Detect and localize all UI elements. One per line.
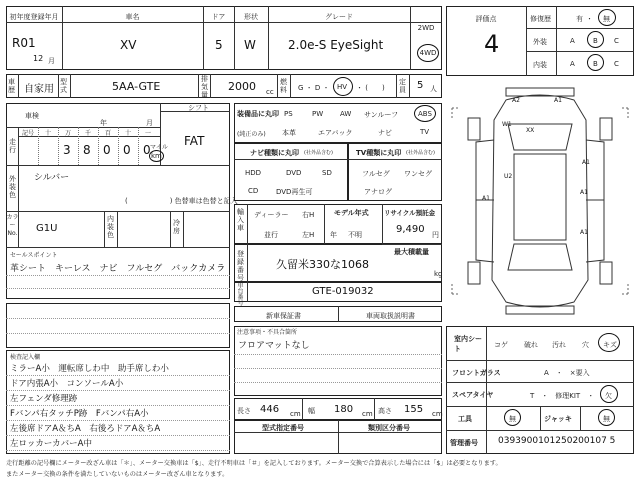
mileage-unit: 百 [104,130,111,137]
repair-label: 修復歴 [530,15,551,23]
mark-a1-rear: A1 [580,229,588,236]
mark-w1: W1 [502,121,512,128]
divider [446,430,634,431]
reg-year-value: R01 [12,36,36,50]
equip-sunroof: サンルーフ [364,111,399,119]
reg-month-value: 12 [33,54,44,63]
mark-a1-front: A1 [554,97,562,104]
inspection-note-line: ドア内張A小 コンソールA小 [10,379,124,389]
fuel-selected: HV [337,83,348,91]
jack-none: 無 [603,415,610,423]
sales-points-label: セールスポイント [10,252,58,259]
model-label: 車名 [125,13,140,21]
import-right-h: 右H [302,211,315,219]
exterior-color-label: 外装色 [9,175,16,199]
divider [6,420,230,421]
seat-label: 室内シート [454,335,482,353]
inspection-note-line: Fバンパ右タッチP跡 Fバンパ右A小 [10,409,149,419]
divider [183,211,184,247]
navi-title-note: (社外品含む) [304,150,333,156]
divider [410,6,411,70]
mileage-unit: 記号 [21,130,34,137]
divider [580,406,581,430]
control-number: 0393900101250200107 5 [498,436,616,446]
inspection-note-line: 左ロッカーカバーA中 [10,439,92,449]
model-code: 5AA-GTE [112,80,161,93]
divider [38,127,39,165]
repair-yes: 有 [576,15,583,23]
divider [446,382,634,383]
shift-label: シフト [188,104,209,112]
int-b: B [593,60,598,68]
mark-a2-front: A2 [512,97,520,104]
seat-scratch: キズ [603,341,617,349]
divider [247,282,248,302]
import-dealer: ディーラー [254,211,289,219]
windshield-options: A ・ ×要入 [544,369,590,377]
equip-tv: TV [420,128,430,136]
car-history-label: 車歴 [8,78,15,94]
interior-color-label: 内装色 [107,215,114,239]
chassis-label: 車台番号 [237,282,244,307]
doors-value: 5 [215,38,223,52]
divider [6,22,442,23]
control-label: 管理番号 [450,439,478,447]
navi-dvd-play: DVD再生可 [276,188,313,196]
shape-value: W [244,38,256,52]
footer-line1: 走行距離の記号欄にメーター改ざん車は「＊」、メーター交換車は「$」、走行不明車は「＃」を記入しております。メーター交換で合算表示した場合には「$」は必要となります。 [6,460,502,467]
model-year-unit: 年 [330,231,337,239]
mileage-digit: 8 [83,143,91,157]
divider [98,127,99,165]
month-unit: 月 [48,57,55,65]
spare-label: スペアタイヤ [452,391,494,399]
kg-unit: kg [434,270,443,278]
shift-value: FAT [184,134,205,148]
ext-a: A [570,37,575,45]
divider [70,74,71,98]
max-load-label: 最大積載量 [394,248,429,256]
divider [160,111,230,112]
capacity-value: 5 [417,80,424,91]
tools-none: 無 [509,415,516,423]
color-no-value: G1U [36,223,58,234]
divider [526,51,634,52]
divider [6,247,230,248]
divider [540,406,541,430]
reg-year-label: 初年度登録年月 [9,13,59,21]
type-label: 型式 [60,78,67,94]
capacity-unit: 人 [430,85,437,93]
ext-c: C [614,37,619,45]
equip-ps: PS [284,110,293,118]
fuel-label: 燃料 [280,78,287,94]
width-cm: cm [362,410,373,418]
capacity-label: 定員 [399,78,406,94]
blank-area [6,303,230,348]
inspection-note-line: 左フェンダ修理跡 [10,394,78,404]
equip-pw: PW [312,110,324,118]
displacement-value: 2000 [228,80,256,93]
divider [338,306,339,322]
import-left-h: 左H [302,231,315,239]
fuel-options: G ・ D ・ [298,84,330,92]
divider [302,398,303,420]
divider [526,6,527,76]
unit-mile: マイル [150,144,168,151]
import-parallel: 並行 [264,231,278,239]
import-label: 輸入車 [237,208,244,232]
car-damage-diagram [446,80,634,322]
sales-points-text: 革シート キーレス ナビ フルセグ バックカメラ [10,264,226,274]
grade-value: 2.0e-S EyeSight [288,38,384,52]
navi-title: ナビ種類に丸印 [250,149,299,157]
plate-value: 久留米330な1068 [276,258,369,271]
inspection-label: 車検 [25,112,39,120]
divider [138,127,139,165]
divider [234,368,442,369]
tv-title: TV種類に丸印 [356,149,402,157]
seat-dirt: 汚れ [552,341,566,349]
unit-km: km [151,152,162,160]
divider [382,244,442,245]
divider [18,165,19,211]
notes-box [234,326,442,396]
plate-label: 登録番号 [237,250,244,282]
use-value: 自家用 [24,84,54,95]
equip-leather: 本革 [282,129,296,137]
drive-2wd: 2WD [417,24,435,32]
owner-manual: 車両取扱説明書 [366,312,415,320]
divider [6,390,230,391]
divider [556,6,557,76]
divider [58,127,59,165]
equip-navi: ナビ [378,129,392,137]
equip-abs: ABS [418,110,432,118]
repair-sep: ・ [586,15,593,23]
divider [104,211,105,247]
divider [6,435,230,436]
equip-airbag: エアバック [318,129,353,137]
divider [234,382,442,383]
insp-month-unit: 月 [146,119,153,127]
divider [6,375,230,376]
score-label: 評価点 [475,15,497,23]
divider [6,165,230,166]
shape-label: 形状 [244,13,258,21]
mileage-unit: 十 [44,130,51,137]
divider [118,127,119,165]
displacement-label: 排気量 [201,75,208,99]
windshield-label: フロントガラス [452,369,501,377]
model-year-label: モデル年式 [334,209,369,217]
grade-label: グレード [325,13,353,21]
repair-no: 無 [603,15,610,23]
tv-oneseg: ワンセグ [404,170,432,178]
tv-fullseg: フルセグ [362,170,390,178]
divider [170,211,171,247]
equipment-label: 装備品に丸印 [237,110,279,118]
divider [374,398,375,420]
mileage-unit: 千 [84,130,91,137]
divider [290,74,291,98]
height-cm: cm [432,410,443,418]
inspection-notes-label: 検査記入欄 [10,354,41,361]
divider [446,360,634,361]
divider [277,74,278,98]
divider [338,420,339,454]
type-designation-label: 型式指定番号 [262,424,304,432]
spare-missing: 欠 [605,392,612,400]
spare-options: T ・ 修理KIT ・ [530,392,595,400]
insp-year-unit: 年 [100,119,107,127]
ac-label: 冷房 [173,219,180,235]
recycle-value: 9,490 [396,224,425,235]
equipment-sublabel: (純正のみ) [237,131,266,138]
width-label: 幅 [308,407,315,415]
divider [6,450,230,451]
length-label: 長さ [237,407,251,415]
mileage-digit: 3 [63,143,71,157]
recycle-label: リサイクル預託金 [384,209,436,217]
divider [210,74,211,98]
divider [6,333,230,334]
navi-sd: SD [322,169,332,177]
mark-u2: U2 [504,173,513,180]
int-c: C [614,60,619,68]
divider [409,74,410,98]
mark-xx: XX [526,127,535,134]
mileage-unit: 万 [64,130,71,137]
model-value: XV [120,38,137,52]
cc-unit: cc [266,88,274,96]
navi-dvd: DVD [286,169,302,177]
yen-unit: 円 [432,231,439,239]
divider [6,405,230,406]
length-value: 446 [260,404,280,415]
mileage-digit: 0 [103,143,111,157]
jack-label: ジャッキ [544,415,572,423]
travel-label: 走行 [9,138,16,154]
seat-burn: コゲ [494,341,508,349]
doors-label: ドア [211,13,226,21]
seat-tear: 破れ [524,341,538,349]
seat-hole: 穴 [582,341,589,349]
color-note: ( ) 色替車は色替と記入 [125,197,238,205]
divider [6,275,230,276]
drive-4wd: 4WD [419,49,437,57]
tv-analog: アナログ [364,188,392,196]
interior-label: 内装 [533,61,547,69]
mileage-unit: 十 [124,130,131,137]
divider [396,74,397,98]
footer-line2: またメーター交換の条件を満たしていないものはメーター改ざん車となります。 [6,471,229,478]
divider [526,28,634,29]
divider [324,204,325,244]
mileage-unit: 一 [144,130,151,137]
navi-hdd: HDD [245,169,262,177]
mark-a1-left: A1 [482,195,490,202]
equip-aw: AW [340,110,352,118]
height-value: 155 [404,404,424,415]
inspection-note-line: ミラーA小 運転席しわ中 助手席しわ小 [10,364,169,374]
mark-a1-right2: A1 [580,189,588,196]
chassis-value: GTE-019032 [312,286,374,297]
divider [6,318,230,319]
length-cm: cm [290,410,301,418]
divider [198,74,199,98]
divider [234,159,442,160]
mark-a1-right: A1 [582,159,590,166]
tools-label: 工具 [458,415,472,423]
int-a: A [570,60,575,68]
model-year-unknown: 不明 [348,231,362,239]
notes-text: フロアマットなし [238,341,310,351]
fuel-rest: ・ ( ) [356,84,385,92]
divider [18,211,19,247]
exterior-color-value: シルバー [34,173,70,183]
divider [234,354,442,355]
divider [247,204,248,244]
height-label: 高さ [378,407,392,415]
divider [382,204,383,244]
divider [18,74,19,98]
notes-label: 注意事項・不具合箇所 [237,329,298,336]
divider [6,211,230,212]
color-no-label: カラーNo. [6,214,19,237]
mileage-digit: 0 [143,143,151,157]
ext-b: B [593,37,598,45]
tv-title-note: (社外品含む) [406,150,435,156]
mileage-digit: 0 [123,143,131,157]
inspection-note-line: 左後席ドアA＆ちA 右後ろドアA＆ちA [10,424,161,434]
navi-cd: CD [248,187,259,195]
exterior-label: 外装 [533,38,547,46]
score-value: 4 [484,30,500,58]
width-value: 180 [334,404,354,415]
divider [6,288,230,289]
divider [247,244,248,282]
new-car-warranty: 新車保証書 [266,312,301,320]
divider [117,211,118,247]
class-number-label: 類別区分番号 [368,424,410,432]
divider [78,127,79,165]
